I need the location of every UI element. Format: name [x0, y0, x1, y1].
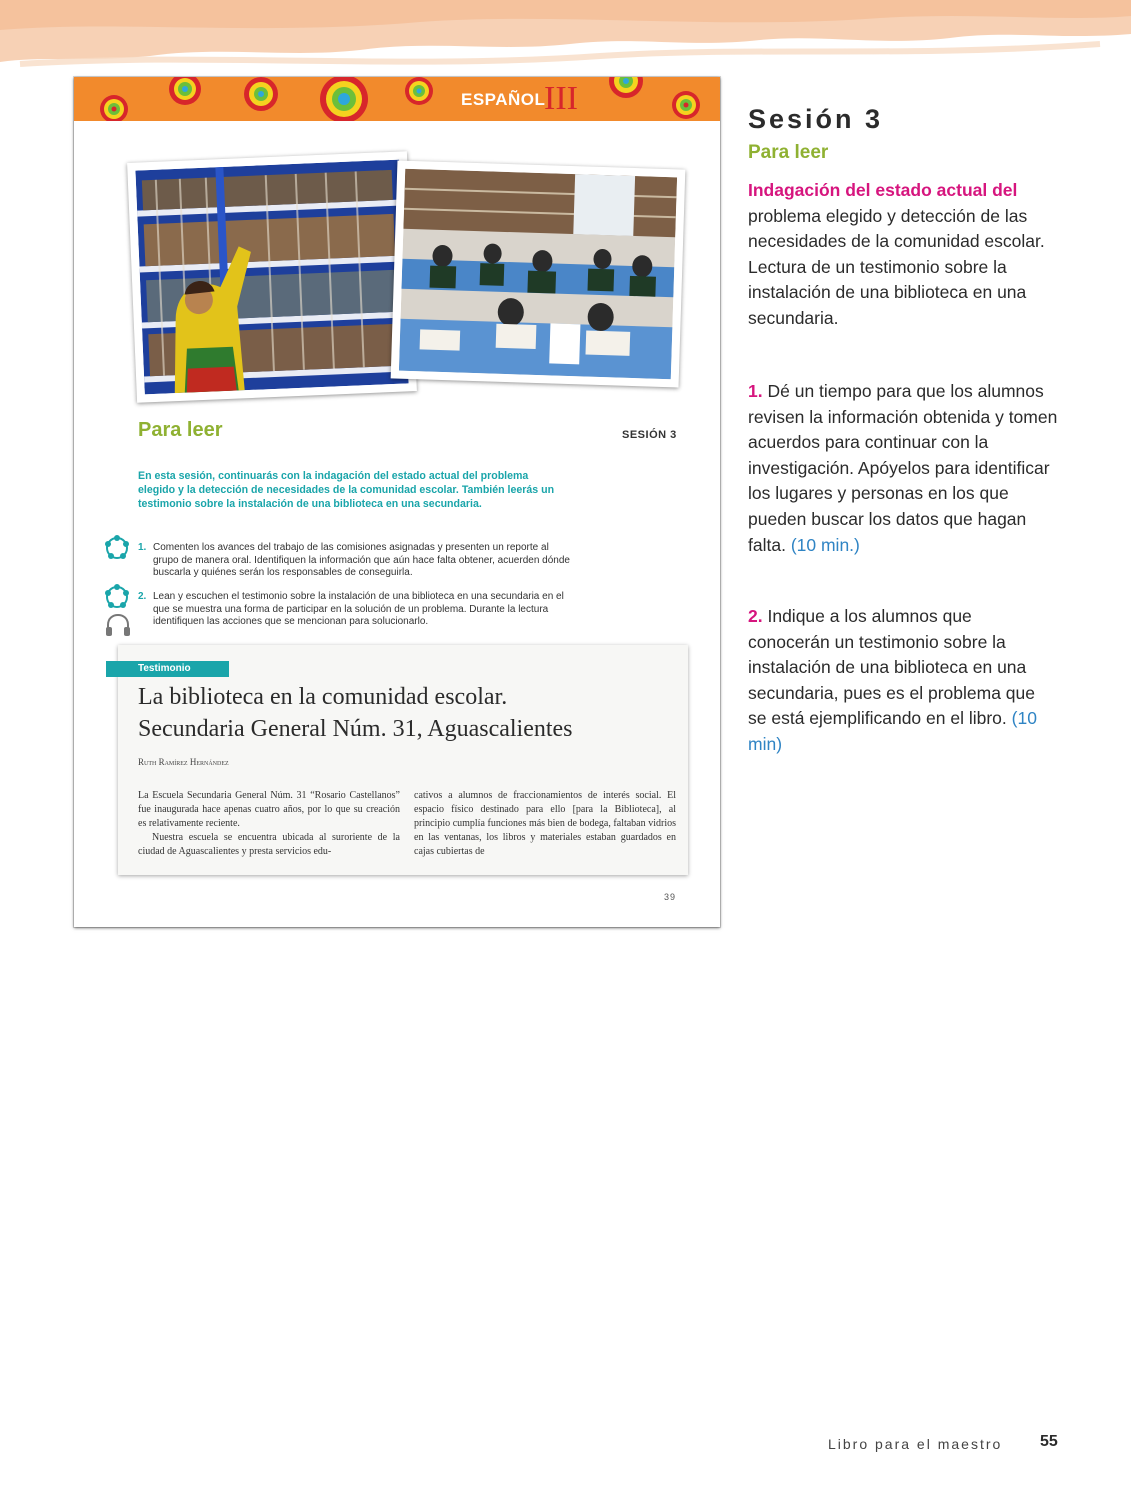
testimony-title-line-1: La biblioteca en la comunidad escolar.: [138, 684, 508, 710]
book-activity-1-text: Comenten los avances del trabajo de las comisiones asignadas y presenten un reporte al grupo de manera oral. Identifiquen la información que aún hace falta obtener, acuerden dónde buscarla y quiénes serán los responsables de conseguirla.: [153, 542, 570, 578]
book-activity-1: [138, 542, 570, 580]
guide-intro-text: problema elegido y detección de las necesidades de la comunidad escolar. Lectura de un testimonio sobre la instalación de una biblioteca en una secundaria.: [748, 205, 1045, 328]
header-band: [74, 77, 720, 121]
library-photo-students-reading: [391, 161, 686, 388]
testimony-tag: Testimonio: [106, 661, 229, 677]
subject-level: III: [544, 80, 578, 117]
book-section-heading: Para leer: [138, 419, 223, 441]
guide-step-1-number: 1.: [748, 381, 763, 401]
testimony-paragraph-1: La Escuela Secundaria General Núm. 31 “Rosario Castellanos” fue inaugurada hace apenas cuatro años, por lo que su creación es relativamente reciente.: [138, 790, 400, 829]
book-activity-1-number: 1.: [138, 542, 147, 553]
book-session-label: SESIÓN 3: [622, 429, 677, 441]
footer-page-number: 55: [1040, 1433, 1058, 1450]
team-work-icon: [104, 535, 130, 561]
decorative-brush-stroke: [0, 0, 1131, 80]
guide-session-title: Sesión 3: [748, 104, 884, 134]
testimony-author: Ruth Ramírez Hernández: [138, 757, 229, 767]
guide-step-1-text: Dé un tiempo para que los alumnos revisen la información obtenida y tomen acuerdos para continuar con la investigación. Apóyelos para identificar los lugares y personas en los que pueden buscar los datos que hagan falta.: [748, 381, 1058, 555]
book-intro-text: En esta sesión, continuarás con la indagación del estado actual del problema elegido y la detección de necesidades de la comunidad escolar. También leerás un testimonio sobre la instalación de una biblioteca en una secundaria.: [138, 470, 555, 510]
book-activity-2-number: 2.: [138, 591, 147, 602]
testimony-paragraph-2: Nuestra escuela se encuentra ubicada al suroriente de la ciudad de Aguascalientes y presta servicios edu-: [138, 832, 400, 857]
book-activity-2: [138, 591, 570, 629]
guide-step-2: [748, 604, 1058, 758]
subject-name: ESPAÑOL: [461, 90, 546, 109]
headphones-icon: [104, 613, 132, 637]
guide-subtitle: Para leer: [748, 142, 829, 163]
team-work-icon: [104, 584, 130, 610]
testimony-title-line-2: Secundaria General Núm. 31, Aguascalientes: [138, 716, 573, 742]
library-photo-girl-shelves: [127, 151, 417, 403]
testimony-title: [138, 681, 658, 745]
testimony-column-2: [414, 789, 676, 859]
guide-intro-highlight: Indagación del estado actual del: [748, 180, 1018, 200]
guide-step-2-time: (10 min): [748, 708, 1037, 754]
target-circles-decoration: [74, 77, 720, 121]
guide-step-1: [748, 379, 1058, 558]
testimony-column-1: [138, 789, 400, 859]
book-activity-2-text: Lean y escuchen el testimonio sobre la instalación de una biblioteca en una secundaria en el que se muestra una forma de participar en la solución de un problema. Durante la lectura identifiquen las acciones que se mencionan para solucionarlo.: [153, 591, 564, 627]
testimony-paragraph-3: cativos a alumnos de fraccionamientos de interés social. El espacio físico destinado para ello [para la Biblioteca], al principio cumplía funciones más bien de bodega, faltaban vidrios en las ventanas, los libros y materiales estaban guardados en cajas cubiertas de: [414, 790, 676, 857]
student-book-page: [74, 77, 720, 927]
guide-intro: [748, 178, 1058, 332]
book-page-number: 39: [664, 892, 677, 902]
guide-step-2-number: 2.: [748, 606, 763, 626]
guide-step-2-text: Indique a los alumnos que conocerán un testimonio sobre la instalación de una biblioteca en una secundaria, pues es el problema que se está ejemplificando en el libro.: [748, 606, 1035, 729]
footer-book-label: Libro para el maestro: [828, 1436, 1003, 1452]
guide-step-1-time: (10 min.): [790, 534, 860, 555]
